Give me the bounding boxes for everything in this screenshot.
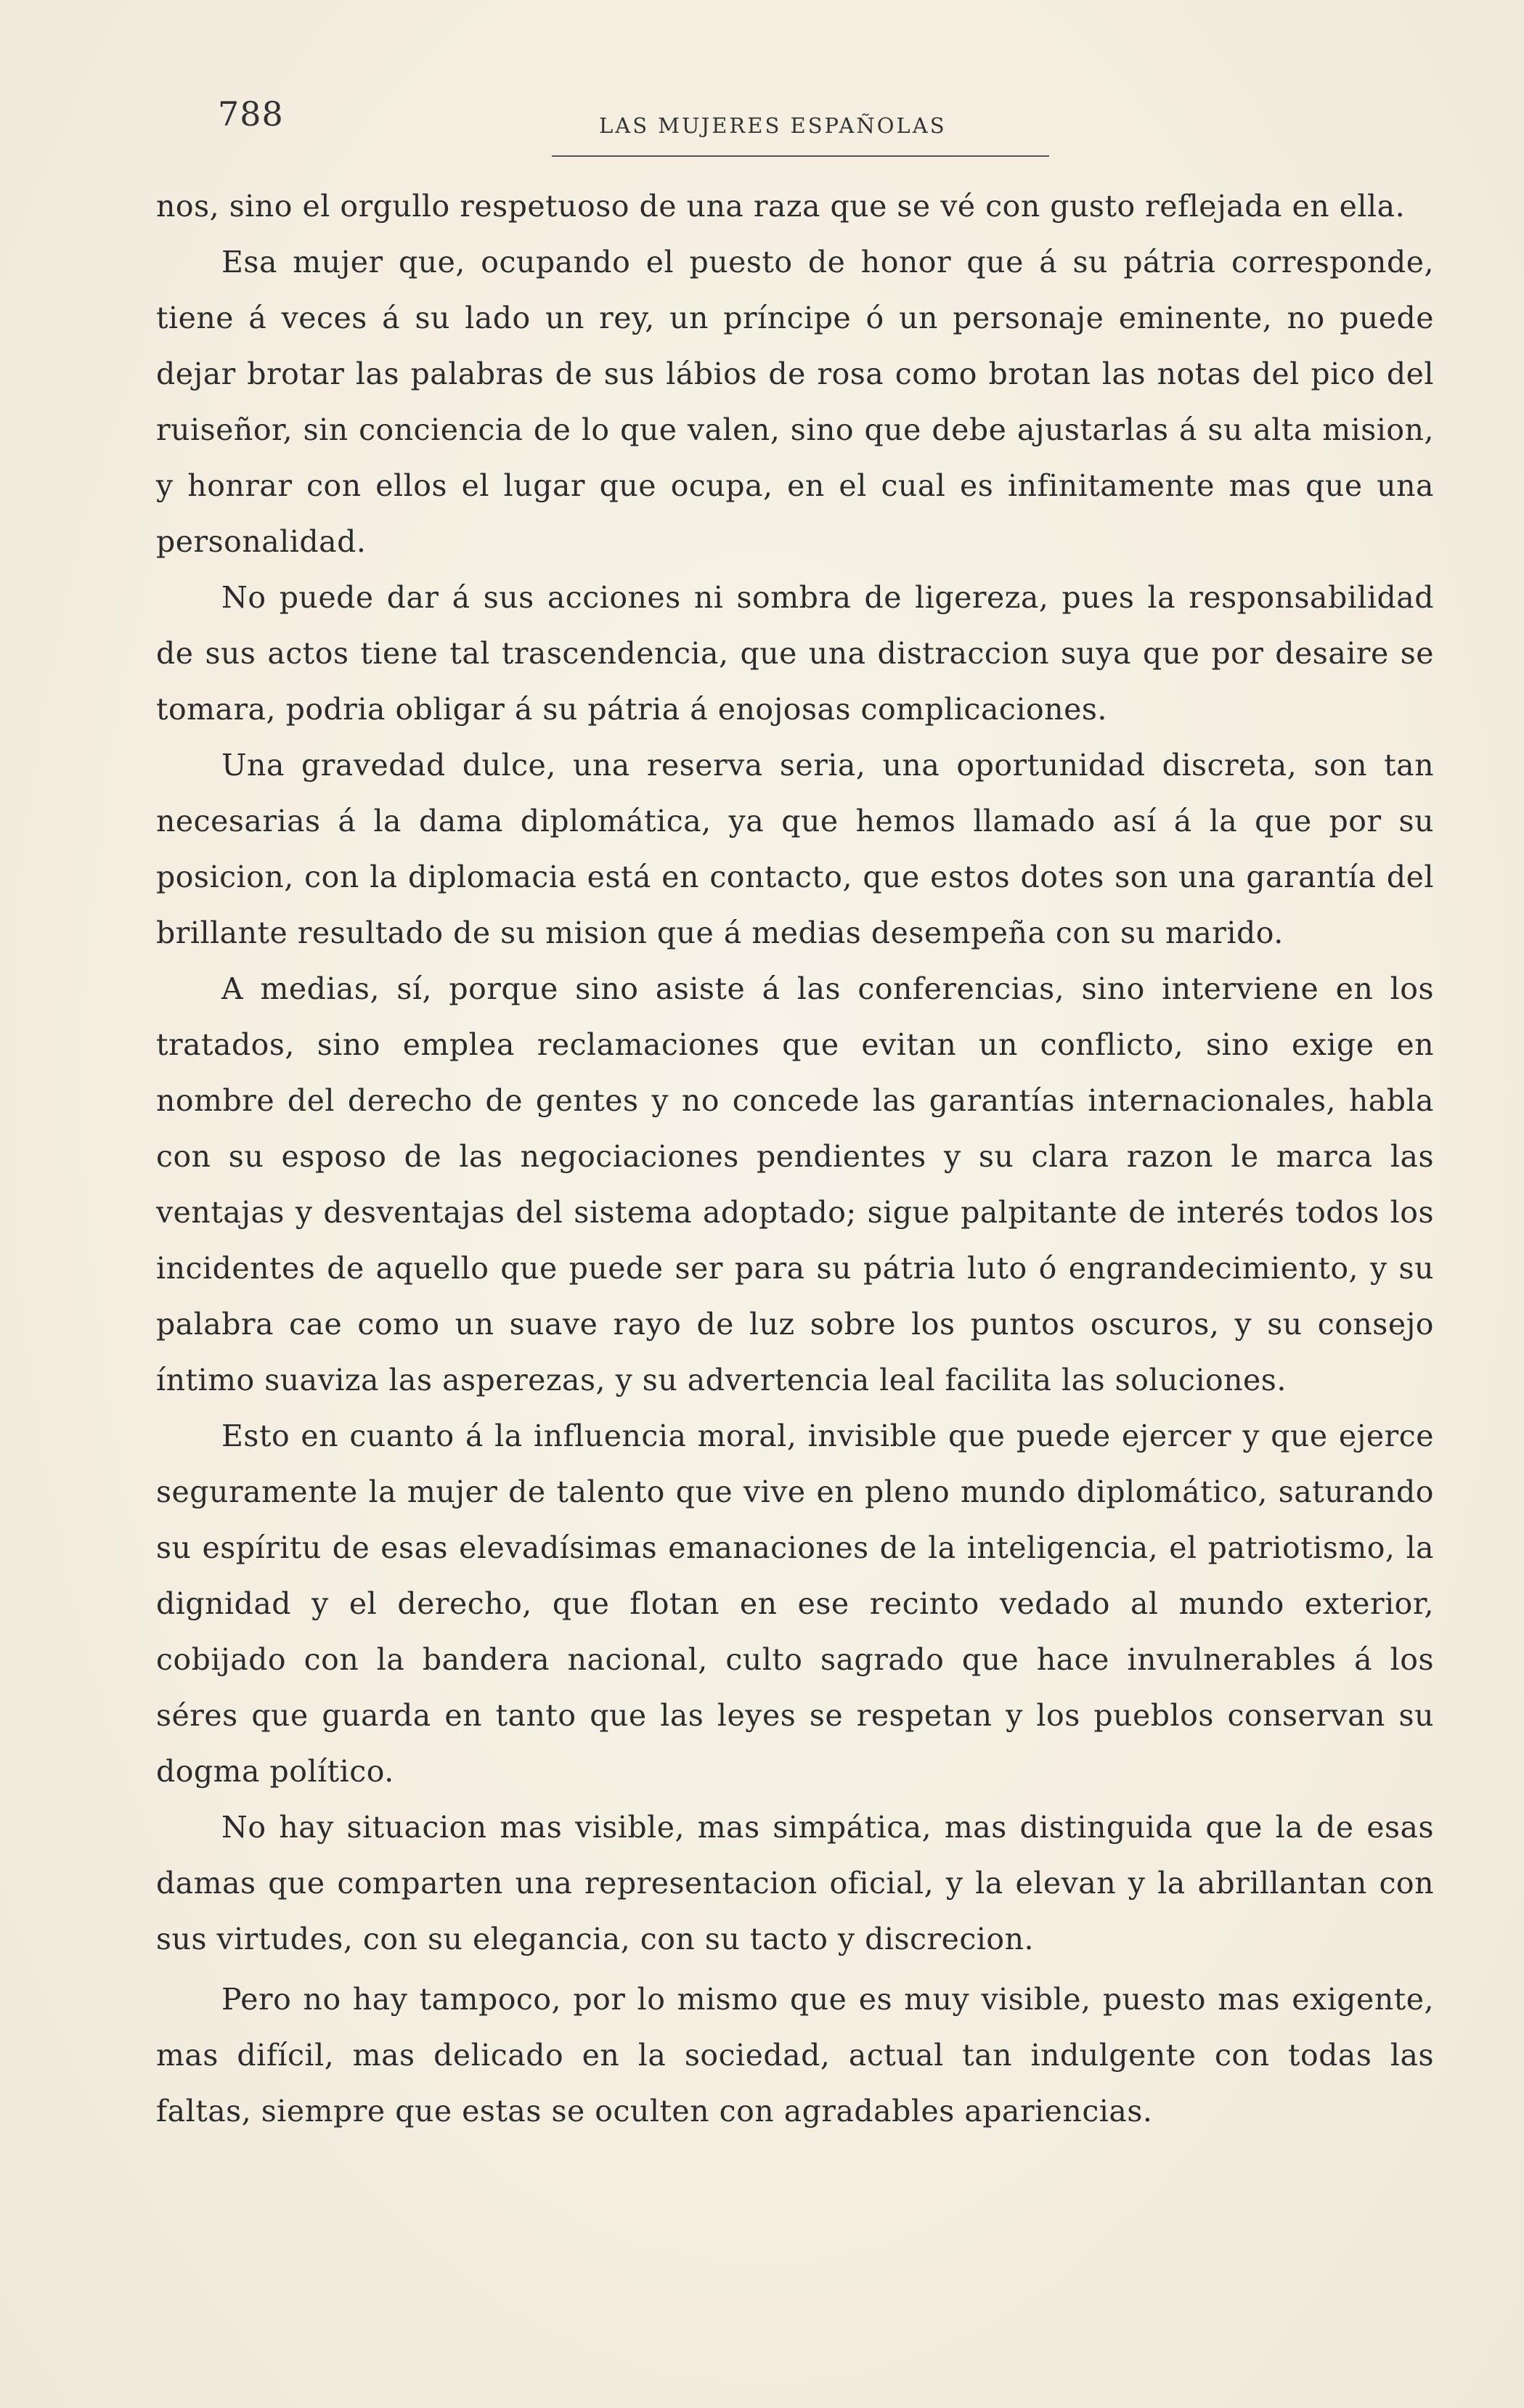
running-title: LAS MUJERES ESPAÑOLAS [599,113,947,138]
paragraph: No puede dar á sus acciones ni sombra de ligereza, pues la responsabilidad de sus actos tiene tal trascendencia, que una distraccion suya que por desaire se tomara, podria obligar á su pátria á enojosas complicaciones. [156,580,1434,727]
paragraph: A medias, sí, porque sino asiste á las conferencias, sino interviene en los tratados, sino emplea reclamaciones que evitan un conflicto, sino exige en nombre del derecho de gentes y no concede las garantías internacionales, habla con su esposo de las negociaciones pendientes y su clara razon le marca las ventajas y desventajas del sistema adoptado; sigue palpitante de interés todos los incidentes de aquello que puede ser para su pátria luto ó engrandecimiento, y su palabra cae como un suave rayo de luz sobre los puntos oscuros, y su consejo íntimo suaviza las asperezas, y su advertencia leal facilita las soluciones. [156,971,1434,1397]
paragraph: Pero no hay tampoco, por lo mismo que es muy visible, puesto mas exigente, mas difícil, mas delicado en la sociedad, actual tan indulgente con todas las faltas, siempre que estas se oculten con agradables apariencias. [156,1982,1434,2129]
page-header [218,94,1445,167]
paragraph: No hay situacion mas visible, mas simpática, mas distinguida que la de esas damas que comparten una representacion oficial, y la elevan y la abrillantan con sus virtudes, con su elegancia, con su tacto y discrecion. [156,1810,1434,1956]
paragraph: nos, sino el orgullo respetuoso de una raza que se vé con gusto reflejada en ella. [156,189,1406,224]
page-number: 788 [218,94,284,134]
paragraph: Esto en cuanto á la influencia moral, invisible que puede ejercer y que ejerce seguramente la mujer de talento que vive en pleno mundo diplomático, saturando su espíritu de esas elevadísimas emanaciones de la inteligencia, el patriotismo, la dignidad y el derecho, que flotan en ese recinto vedado al mundo exterior, cobijado con la bandera nacional, culto sagrado que hace invulnerables á los séres que guarda en tanto que las leyes se respetan y los pueblos conservan su dogma político. [156,1419,1434,1789]
header-rule [552,155,1049,157]
paragraph: Una gravedad dulce, una reserva seria, una oportunidad discreta, son tan necesarias á la dama diplomática, ya que hemos llamado así á la que por su posicion, con la diplomacia está en contacto, que estos dotes son una garantía del brillante resultado de su mision que á medias desempeña con su marido. [156,748,1434,950]
body-text [156,179,1434,2139]
paragraph: Esa mujer que, ocupando el puesto de honor que á su pátria corresponde, tiene á veces á su lado un rey, un príncipe ó un personaje eminente, no puede dejar brotar las palabras de sus lábios de rosa como brotan las notas del pico del ruiseñor, sin conciencia de lo que valen, sino que debe ajustarlas á su alta mision, y honrar con ellos el lugar que ocupa, en el cual es infinitamente mas que una personalidad. [156,245,1434,559]
